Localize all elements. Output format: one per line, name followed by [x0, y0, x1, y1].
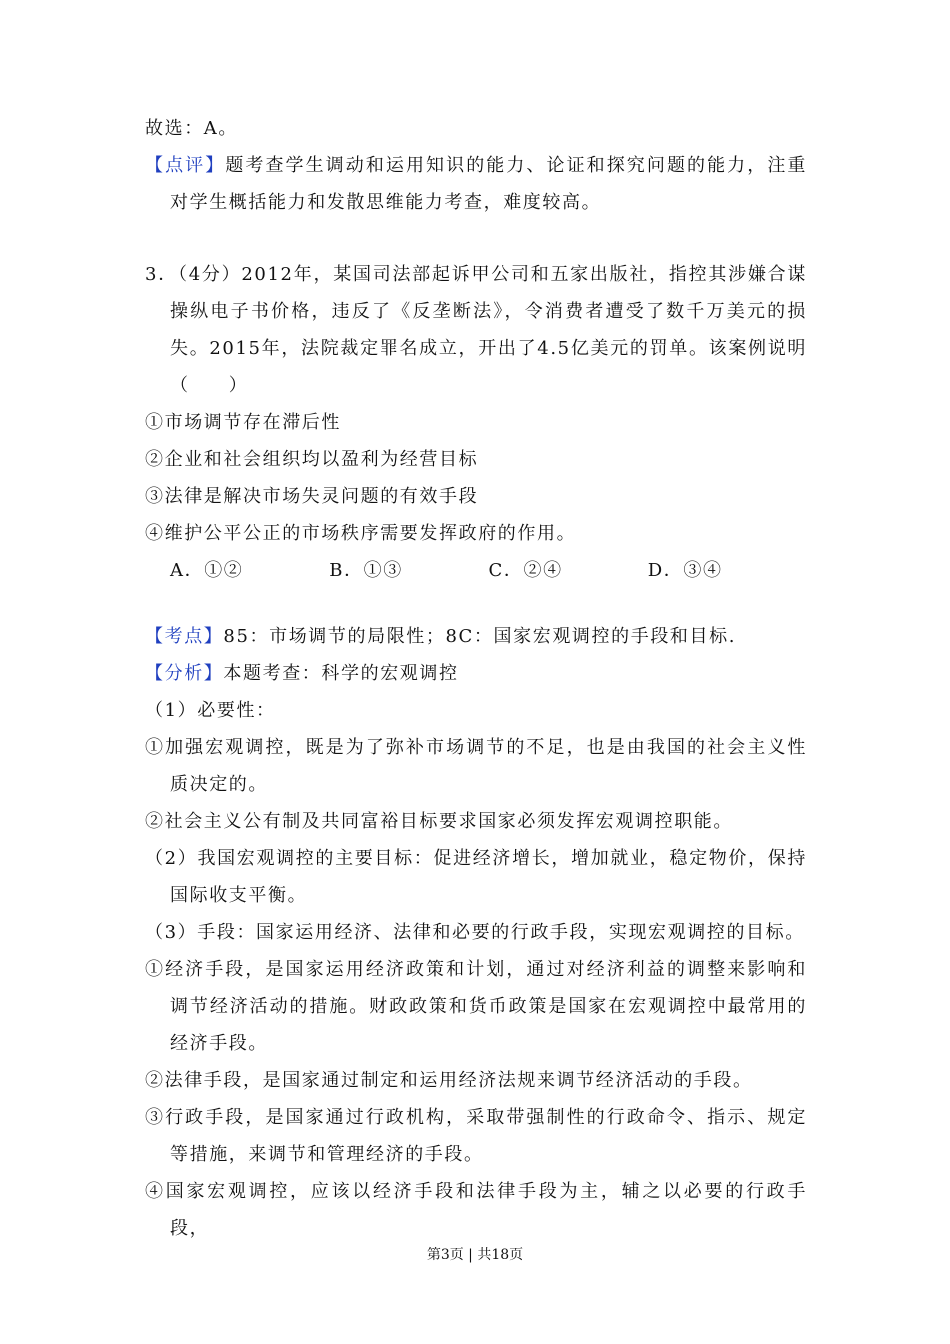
fenxi-tag: 【分析】	[145, 663, 224, 684]
analysis-line: ①加强宏观调控，既是为了弥补市场调节的不足，也是由我国的社会主义性质决定的。	[145, 737, 807, 795]
statement-3: ③法律是解决市场失灵问题的有效手段	[145, 486, 479, 507]
fenxi-paragraph	[145, 655, 807, 692]
option-d: D．③④	[647, 560, 723, 581]
option-b: B．①③	[329, 560, 403, 581]
analysis-line: （1）必要性：	[145, 700, 276, 721]
question-3	[145, 256, 807, 589]
comment-paragraph	[145, 147, 807, 221]
fenxi-text: 本题考查：科学的宏观调控	[223, 663, 459, 684]
analysis-line: （2）我国宏观调控的主要目标：促进经济增长，增加就业，稳定物价，保持国际收支平衡。	[145, 848, 807, 906]
page-footer: 第3页 | 共18页	[426, 1247, 524, 1263]
analysis-line: ④国家宏观调控，应该以经济手段和法律手段为主，辅之以必要的行政手段，	[145, 1181, 807, 1239]
option-a: A．①②	[170, 560, 244, 581]
kaodian-paragraph	[145, 618, 807, 655]
option-c: C．②④	[488, 560, 563, 581]
statement-1: ①市场调节存在滞后性	[145, 412, 341, 433]
analysis-line: ③行政手段，是国家通过行政机构，采取带强制性的行政命令、指示、规定等措施，来调节和管理经济的手段。	[145, 1107, 807, 1165]
analysis-line: （3）手段：国家运用经济、法律和必要的行政手段，实现宏观调控的目标。	[145, 922, 805, 943]
answer-options	[145, 552, 807, 589]
comment-text: 题考查学生调动和运用知识的能力、论证和探究问题的能力，注重对学生概括能力和发散思维能力考查，难度较高。	[170, 155, 807, 213]
kaodian-text: 85：市场调节的局限性；8C：国家宏观调控的手段和目标.	[223, 626, 737, 647]
question-stem: 3．（4分）2012年，某国司法部起诉甲公司和五家出版社，指控其涉嫌合谋操纵电子书价格，违反了《反垄断法》，令消费者遭受了数千万美元的损失。2015年，法院裁定罪名成立，开出了4.5亿美元的罚单。该案例说明（ ）	[145, 264, 807, 396]
statement-2: ②企业和社会组织均以盈利为经营目标	[145, 449, 479, 470]
kaodian-tag: 【考点】	[145, 626, 224, 647]
analysis-line: ②法律手段，是国家通过制定和运用经济法规来调节经济活动的手段。	[145, 1070, 753, 1091]
comment-tag: 【点评】	[145, 155, 226, 176]
analysis-section	[145, 618, 807, 1247]
previous-answer-section	[145, 110, 807, 221]
analysis-line: ②社会主义公有制及共同富裕目标要求国家必须发挥宏观调控职能。	[145, 811, 733, 832]
analysis-line: ①经济手段，是国家运用经济政策和计划，通过对经济利益的调整来影响和调节经济活动的措施。财政政策和货币政策是国家在宏观调控中最常用的经济手段。	[145, 959, 807, 1054]
statement-4: ④维护公平公正的市场秩序需要发挥政府的作用。	[145, 523, 577, 544]
answer-line: 故选：A。	[145, 118, 238, 139]
